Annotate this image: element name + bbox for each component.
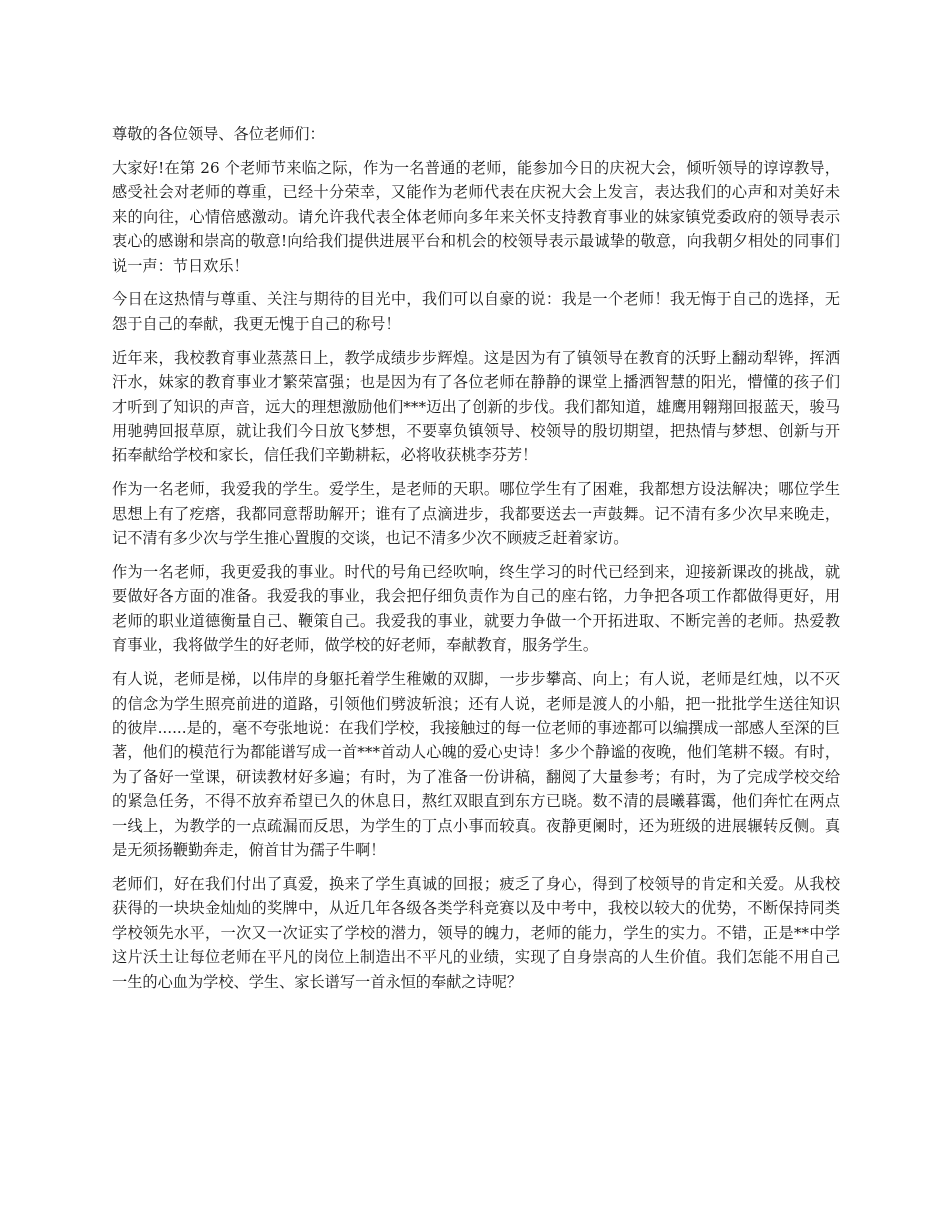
paragraph-love-students: 作为一名老师，我爱我的学生。爱学生，是老师的天职。哪位学生有了困难，我都想方设法解决；哪位学生思想上有了疙瘩，我都同意帮助解开；谁有了点滴进步，我都要送去一声鼓舞。记不清有多少次早来晚走，记不清有多少次与学生推心置腹的交谈，也记不清多少次不顾疲乏赶着家访。 [112, 480, 840, 548]
paragraph-teacher-metaphors: 有人说，老师是梯，以伟岸的身躯托着学生稚嫩的双脚，一步步攀高、向上；有人说，老师是红烛，以不灭的信念为学生照亮前进的道路，引领他们劈波斩浪；还有人说，老师是渡人的小船，把一批批学生送往知识的彼岸......是的，毫不夸张地说：在我们学校，我接触过的每一位老师的事迹都可以编撰成一部感人至深的巨著，他们的模范行为都能谱写成一首***首动人心魄的爱心史诗！多少个静谧的夜晚，他们笔耕不辍。有时，为了备好一堂课，研读教材好多遍；有时，为了准备一份讲稿，翻阅了大量参考；有时，为了完成学校交给的紧急任务，不得不放弃希望已久的休息日，熬红双眼直到东方已晓。数不清的晨曦暮霭，他们奔忙在两点一线上，为教学的一点疏漏而反思，为学生的丁点小事而较真。夜静更阑时，还为班级的进展辗转反侧。真是无须扬鞭勤奔走，俯首甘为孺子牛啊！ [112, 670, 840, 859]
paragraph-achievements: 近年来，我校教育事业蒸蒸日上，教学成绩步步辉煌。这是因为有了镇领导在教育的沃野上翻动犁铧，挥洒汗水，妹家的教育事业才繁荣富强；也是因为有了各位老师在静静的课堂上播洒智慧的阳光，懵懂的孩子们才听到了知识的声音，远大的理想激励他们***迈出了创新的步伐。我们都知道，雄鹰用翱翔回报蓝天，骏马用驰骋回报草原，就让我们今日放飞梦想，不要辜负镇领导、校领导的殷切期望，把热情与梦想、创新与开拓奉献给学校和家长，信任我们辛勤耕耘，必将收获桃李芬芳！ [112, 348, 840, 465]
salutation: 尊敬的各位领导、各位老师们： [112, 125, 325, 143]
document-page [112, 122, 840, 1003]
paragraph-conclusion: 老师们，好在我们付出了真爱，换来了学生真诚的回报；疲乏了身心，得到了校领导的肯定和关爱。从我校获得的一块块金灿灿的奖牌中，从近几年各级各类学科竞赛以及中考中，我校以较大的优势，不断保持同类学校领先水平，一次又一次证实了学校的潜力，领导的魄力，老师的能力，学生的实力。不错，正是**中学这片沃土让每位老师在平凡的岗位上制造出不平凡的业绩，实现了自身崇高的人生价值。我们怎能不用自己一生的心血为学校、学生、家长谱写一首永恒的奉献之诗呢？ [112, 874, 840, 991]
paragraph-greeting: 大家好!在第 26 个老师节来临之际，作为一名普通的老师，能参加今日的庆祝大会，倾听领导的谆谆教导，感受社会对老师的尊重，已经十分荣幸，又能作为老师代表在庆祝大会上发言，表达我们的心声和对美好未来的向往，心情倍感激动。请允许我代表全体老师向多年来关怀支持教育事业的妹家镇党委政府的领导表示衷心的感谢和崇高的敬意!向给我们提供进展平台和机会的校领导表示最诚挚的敬意，向我朝夕相处的同事们说一声：节日欢乐！ [112, 158, 840, 275]
paragraph-love-career: 作为一名老师，我更爱我的事业。时代的号角已经吹响，终生学习的时代已经到来，迎接新课改的挑战，就要做好各方面的准备。我爱我的事业，我会把仔细负责作为自己的座右铭，力争把各项工作都做得更好，用老师的职业道德衡量自己、鞭策自己。我爱我的事业，就要力争做一个开拓进取、不断完善的老师。热爱教育事业，我将做学生的好老师，做学校的好老师，奉献教育，服务学生。 [112, 563, 840, 655]
paragraph-pride: 今日在这热情与尊重、关注与期待的目光中，我们可以自豪的说：我是一个老师！我无悔于自己的选择，无怨于自己的奉献，我更无愧于自己的称号！ [112, 290, 840, 333]
